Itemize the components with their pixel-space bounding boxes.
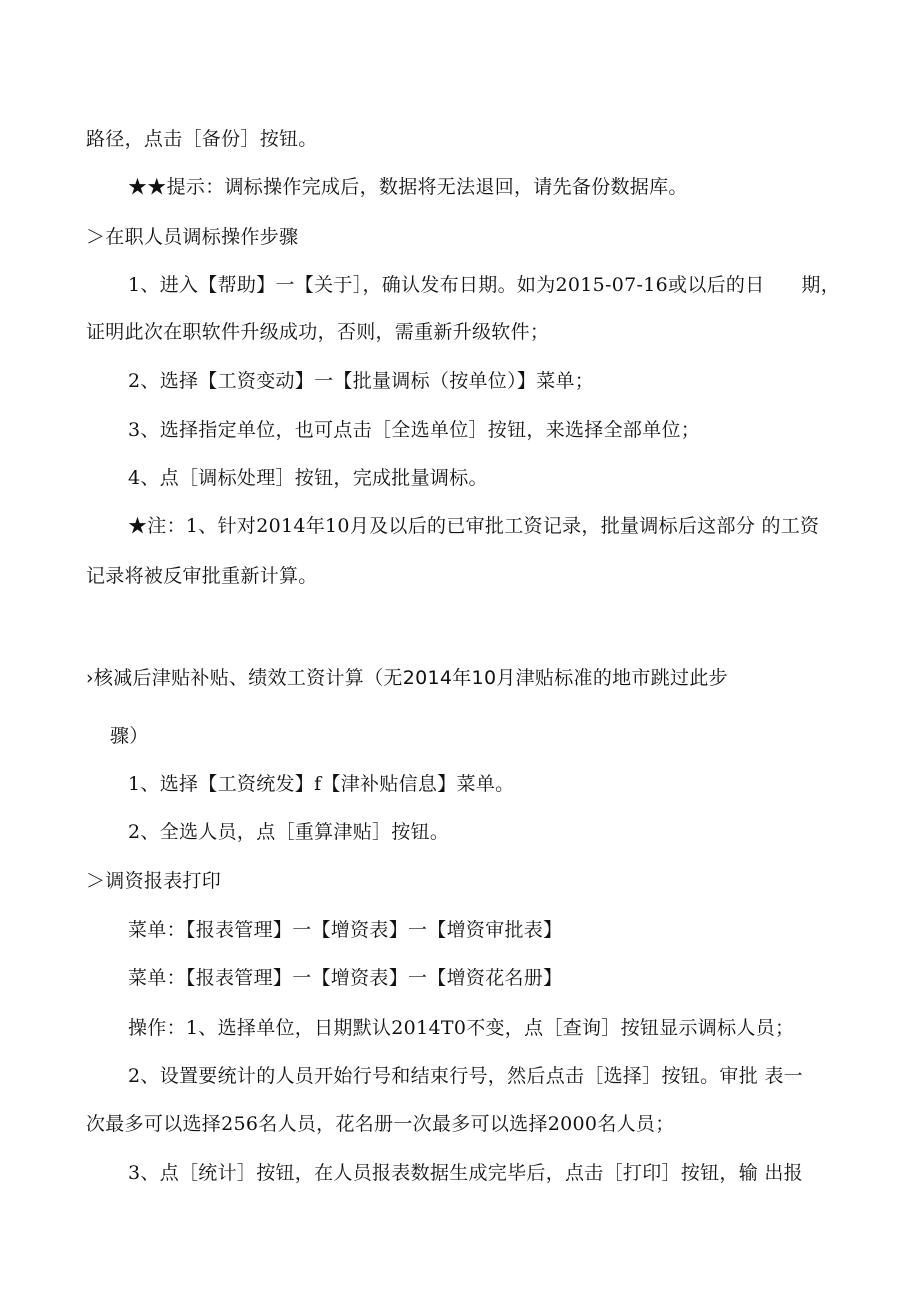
text-line: 证明此次在职软件升级成功，否则，需重新升级软件； <box>86 321 550 343</box>
text-line: 骤） <box>110 725 149 747</box>
step-line: 2、设置要统计的人员开始行号和结束行号，然后点击［选择］按钮。审批 表一 <box>128 1065 803 1087</box>
step-line: 2、选择【工资变动】一【批量调标（按单位）】菜单； <box>128 370 595 392</box>
menu-line: 菜单：【报表管理】一【增资表】一【增资审批表】 <box>128 919 563 941</box>
menu-line: 菜单：【报表管理】一【增资表】一【增资花名册】 <box>128 967 563 989</box>
operation-line: 操作：1、选择单位，日期默认2014T0不变，点［查询］按钮显示调标人员； <box>128 1017 795 1039</box>
step-line: 1、选择【工资统发】f【津补贴信息】菜单。 <box>128 773 515 795</box>
step-line: 4、点［调标处理］按钮，完成批量调标。 <box>128 467 488 489</box>
section-heading: ＞调资报表打印 <box>86 870 222 892</box>
section-heading: ›核减后津贴补贴、绩效工资计算（无2014年10月津贴标准的地市跳过此步 <box>86 667 728 689</box>
step-line: 2、全选人员，点［重算津贴］按钮。 <box>128 821 450 843</box>
tip-line: ★★提示：调标操作完成后，数据将无法退回，请先备份数据库。 <box>128 176 688 198</box>
step-text-end: 期， <box>801 274 840 296</box>
note-line: ★注：1、针对2014年10月及以后的已审批工资记录，批量调标后这部分 的工资 <box>128 515 820 537</box>
text-line: 次最多可以选择256名人员，花名册一次最多可以选择2000名人员； <box>86 1113 675 1135</box>
step-line <box>128 273 840 297</box>
step-text: 1、进入【帮助】一【关于］，确认发布日期。如为2015-07-16或以后的日 <box>128 274 765 296</box>
text-line: 记录将被反审批重新计算。 <box>86 565 318 587</box>
text-line: 路径，点击［备份］按钮。 <box>86 128 318 150</box>
step-line: 3、点［统计］按钮，在人员报表数据生成完毕后，点击［打印］按钮，输 出报 <box>128 1162 803 1184</box>
step-line: 3、选择指定单位，也可点击［全选单位］按钮，来选择全部单位； <box>128 419 701 441</box>
section-heading: ＞在职人员调标操作步骤 <box>86 226 299 248</box>
